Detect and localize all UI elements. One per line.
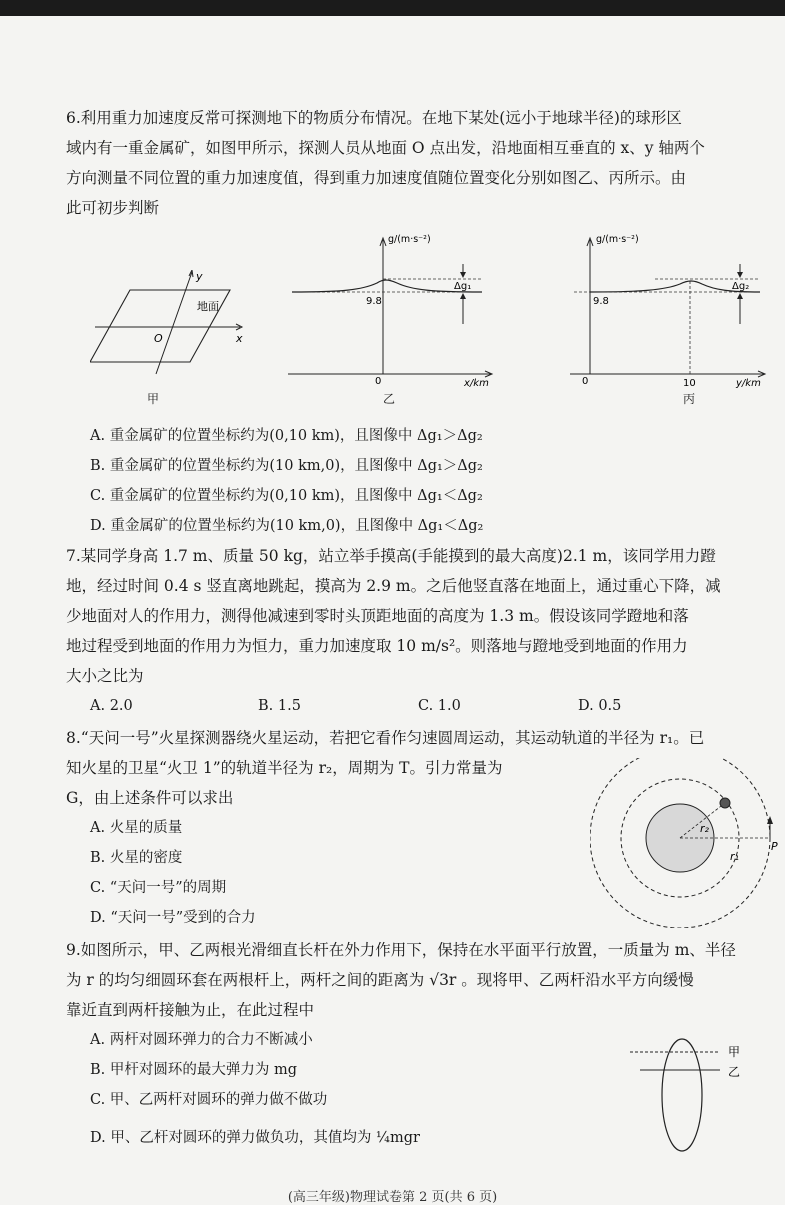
q8-text-line-1: 8.“天问一号”火星探测器绕火星运动，若把它看作匀速圆周运动，其运动轨道的半径为 r₁。已 [66, 729, 705, 747]
q9-label-yi: 乙 [728, 1065, 741, 1079]
q9-option-d: D. 甲、乙杆对圆环的弹力做负功，其值均为 ¼mgr [90, 1130, 420, 1146]
q6-figure-yi [282, 228, 502, 388]
q7-text-line-4: 地过程受到地面的作用力为恒力，重力加速度取 10 m/s²。则落地与蹬地受到地面的作用力 [66, 637, 688, 655]
q6-text-line-4: 此可初步判断 [66, 199, 160, 217]
q6-caption-jia: 甲 [147, 392, 160, 406]
q8-option-c: C. “天问一号”的周期 [90, 880, 227, 896]
q6-text-line-1: 6.利用重力加速度反常可探测地下的物质分布情况。在地下某处(远小于地球半径)的球形区 [66, 109, 682, 127]
q8-orbit-figure [590, 758, 785, 928]
jia-x-label: x [236, 332, 243, 345]
yi-value-label: 9.8 [366, 296, 382, 307]
q6-figure-bing [560, 228, 775, 388]
q9-option-c: C. 甲、乙两杆对圆环的弹力做不做功 [90, 1092, 328, 1108]
bing-origin-label: 0 [582, 376, 589, 387]
q8-option-d: D. “天问一号”受到的合力 [90, 910, 256, 926]
yi-y-label: g/(m·s⁻²) [388, 234, 431, 245]
q8-text-line-3: G，由上述条件可以求出 [66, 789, 234, 807]
bing-x-label: y/km [736, 378, 761, 388]
q7-option-a: A. 2.0 [90, 698, 133, 714]
q8-text-line-2: 知火星的卫星“火卫 1”的轨道半径为 r₂，周期为 T。引力常量为 [66, 759, 503, 777]
q8-option-a: A. 火星的质量 [90, 820, 183, 836]
q6-text-line-3: 方向测量不同位置的重力加速度值，得到重力加速度值随位置变化分别如图乙、丙所示。由 [66, 169, 687, 187]
q7-option-d: D. 0.5 [578, 698, 622, 714]
q6-text-line-2: 域内有一重金属矿，如图甲所示，探测人员从地面 O 点出发，沿地面相互垂直的 x、y 轴两个 [66, 139, 705, 157]
q7-text-line-2: 地，经过时间 0.4 s 竖直离地跳起，摸高为 2.9 m。之后他竖直落在地面上，通过重心下降，减 [66, 577, 721, 595]
q6-option-c: C. 重金属矿的位置坐标约为(0,10 km)，且图像中 Δg₁＜Δg₂ [90, 488, 483, 504]
jia-ground-label: 地面 [197, 300, 219, 313]
page-footer: (高三年级)物理试卷第 2 页(共 6 页) [287, 1190, 498, 1205]
q8-option-b: B. 火星的密度 [90, 850, 183, 866]
q9-option-a: A. 两杆对圆环弹力的合力不断减小 [90, 1032, 313, 1048]
q6-figure-jia [90, 270, 250, 380]
q6-caption-bing: 丙 [683, 392, 696, 406]
bing-value-label: 9.8 [593, 296, 609, 307]
q7-text-line-5: 大小之比为 [66, 667, 144, 685]
q6-caption-yi: 乙 [383, 392, 396, 406]
q9-text-line-1: 9.如图所示，甲、乙两根光滑细直长杆在外力作用下，保持在水平面平行放置，一质量为 m、半径 [66, 941, 736, 959]
q7-option-c: C. 1.0 [418, 698, 461, 714]
q7-text-line-3: 少地面对人的作用力，测得他减速到零时头顶距地面的高度为 1.3 m。假设该同学蹬地和落 [66, 607, 689, 625]
bing-y-label: g/(m·s⁻²) [596, 234, 639, 245]
jia-origin-label: O [154, 332, 163, 345]
bing-delta-label: Δg₂ [732, 281, 750, 292]
q9-label-jia: 甲 [728, 1045, 741, 1059]
q9-ring-figure [620, 1030, 760, 1160]
q9-option-b: B. 甲杆对圆环的最大弹力为 mg [90, 1062, 298, 1078]
yi-delta-label: Δg₁ [454, 281, 472, 292]
q8-r2-label: r₂ [700, 822, 709, 835]
q9-text-line-2: 为 r 的均匀细圆环套在两根杆上，两杆之间的距离为 √3r 。现将甲、乙两杆沿水平方向缓慢 [66, 971, 694, 989]
yi-x-label: x/km [464, 378, 489, 388]
bing-tick-10: 10 [683, 378, 696, 388]
jia-y-label: y [196, 270, 203, 283]
q6-option-a: A. 重金属矿的位置坐标约为(0,10 km)，且图像中 Δg₁＞Δg₂ [90, 428, 483, 444]
q9-text-line-3: 靠近直到两杆接触为止，在此过程中 [66, 1001, 315, 1019]
q8-r1-label: r₁ [730, 850, 739, 863]
q7-text-line-1: 7.某同学身高 1.7 m、质量 50 kg，站立举手摸高(手能摸到的最大高度)2.1 m，该同学用力蹬 [66, 547, 716, 565]
q6-option-d: D. 重金属矿的位置坐标约为(10 km,0)，且图像中 Δg₁＜Δg₂ [90, 518, 484, 534]
scan-top-edge [0, 0, 785, 16]
yi-origin-label: 0 [375, 376, 382, 387]
q8-p-label: P [771, 840, 778, 853]
q6-option-b: B. 重金属矿的位置坐标约为(10 km,0)，且图像中 Δg₁＞Δg₂ [90, 458, 483, 474]
q7-option-b: B. 1.5 [258, 698, 301, 714]
